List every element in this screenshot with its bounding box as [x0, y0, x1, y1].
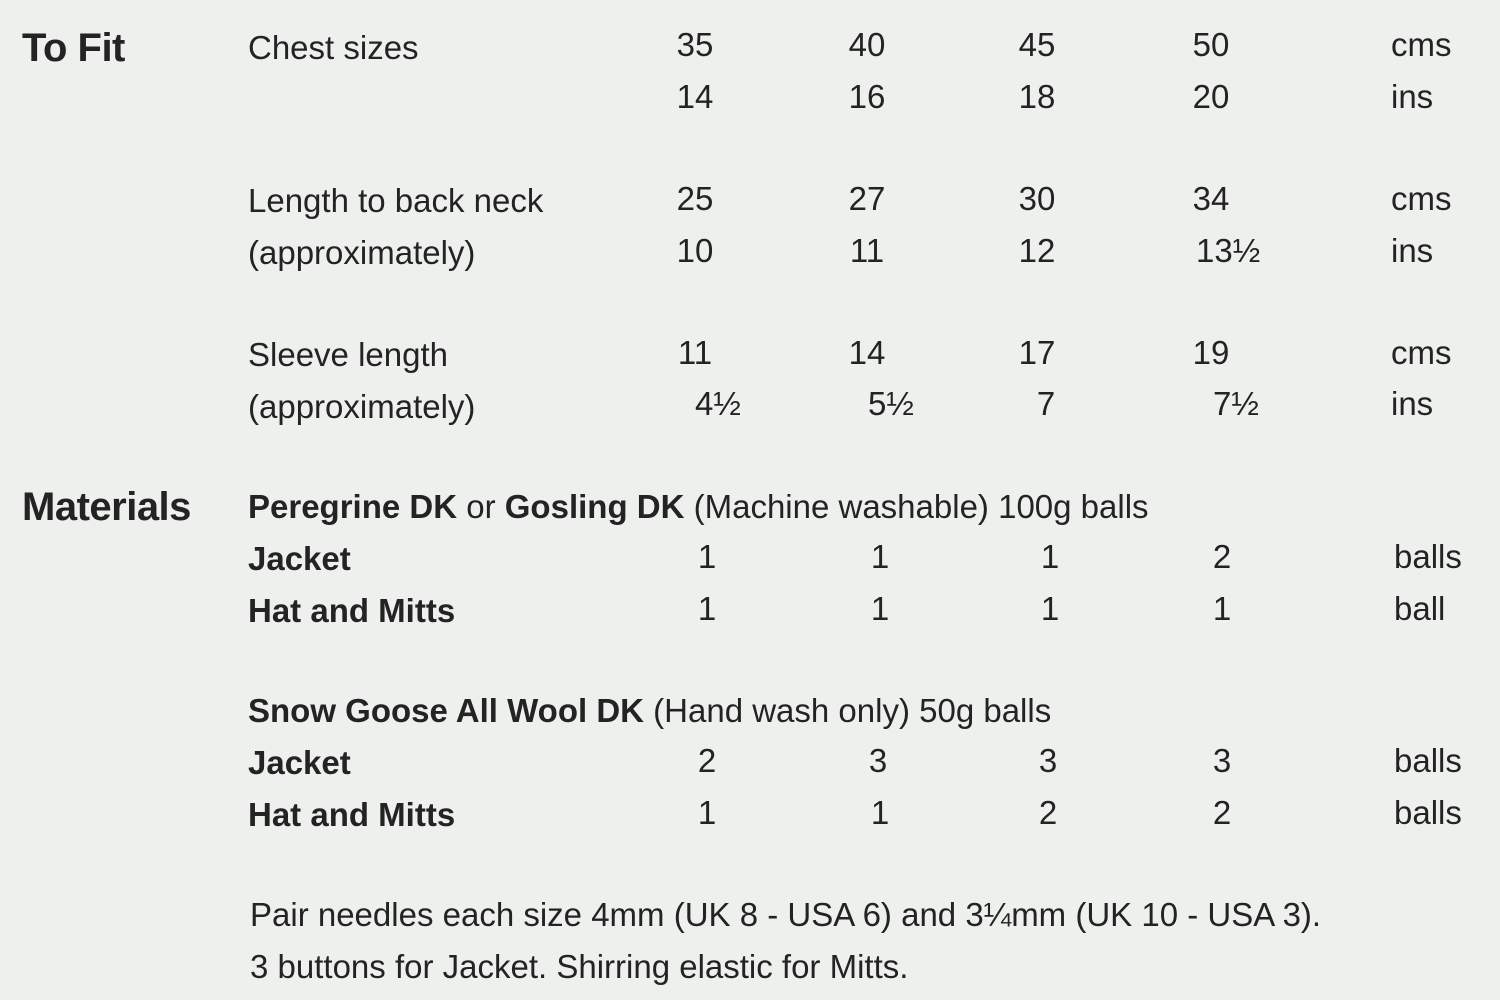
yarn1-jacket-unit: balls	[1394, 538, 1462, 575]
yarn1-hat-label: Hat and Mitts	[248, 592, 456, 629]
yarn1-or: or	[466, 488, 496, 525]
needles-text: Pair needles each size 4mm (UK 8 - USA 6) and 3¼mm (UK 10 - USA 3).	[250, 896, 1322, 933]
chest-ins-2: 16	[848, 78, 886, 115]
length-cms-1: 25	[676, 180, 714, 217]
length-approx-label: (approximately)	[248, 234, 476, 271]
yarn1-name1: Peregrine DK	[248, 488, 458, 525]
chest-cms-1: 35	[676, 26, 714, 63]
yarn1-jacket-1: 1	[697, 538, 717, 575]
materials-heading: Materials	[22, 485, 191, 529]
yarn1-name2: Gosling DK	[504, 488, 685, 525]
yarn2-jacket-unit: balls	[1394, 742, 1462, 779]
yarn2-hat-3: 2	[1038, 794, 1058, 831]
length-cms-3: 30	[1018, 180, 1056, 217]
chest-ins-1: 14	[676, 78, 714, 115]
sleeve-cms-4: 19	[1192, 334, 1230, 371]
yarn2-jacket-3: 3	[1038, 742, 1058, 779]
yarn2-jacket-label: Jacket	[248, 744, 351, 781]
sleeve-ins-2: 5½	[868, 385, 914, 422]
yarn2-line	[248, 694, 1051, 727]
length-cms-unit: cms	[1391, 180, 1452, 217]
length-cms-2: 27	[848, 180, 886, 217]
length-cms-4: 34	[1192, 180, 1230, 217]
yarn2-hat-label: Hat and Mitts	[248, 796, 456, 833]
yarn1-hat-3: 1	[1040, 590, 1060, 627]
yarn1-line	[248, 490, 1149, 523]
chest-cms-unit: cms	[1391, 26, 1452, 63]
sleeve-ins-3: 7	[1036, 385, 1056, 422]
yarn2-hat-2: 1	[870, 794, 890, 831]
yarn2-name: Snow Goose All Wool DK	[248, 692, 644, 729]
sleeve-cms-3: 17	[1018, 334, 1056, 371]
yarn1-jacket-label: Jacket	[248, 540, 351, 577]
length-ins-4: 13½	[1196, 232, 1261, 269]
buttons-text: 3 buttons for Jacket. Shirring elastic for Mitts.	[250, 948, 909, 985]
sleeve-ins-1: 4½	[695, 385, 741, 422]
sleeve-ins-4: 7½	[1213, 385, 1259, 422]
chest-cms-3: 45	[1018, 26, 1056, 63]
yarn1-hat-1: 1	[697, 590, 717, 627]
yarn1-hat-2: 1	[870, 590, 890, 627]
yarn2-hat-4: 2	[1212, 794, 1232, 831]
chest-sizes-label: Chest sizes	[248, 29, 419, 66]
sleeve-approx-label: (approximately)	[248, 388, 476, 425]
chest-cms-4: 50	[1192, 26, 1230, 63]
yarn2-desc: (Hand wash only) 50g balls	[653, 692, 1052, 729]
length-label: Length to back neck	[248, 182, 544, 219]
yarn1-jacket-2: 1	[870, 538, 890, 575]
to-fit-heading: To Fit	[22, 26, 125, 70]
yarn2-jacket-1: 2	[697, 742, 717, 779]
length-ins-2: 11	[849, 232, 885, 269]
sleeve-cms-1: 11	[677, 334, 713, 371]
chest-ins-unit: ins	[1391, 78, 1434, 115]
length-ins-3: 12	[1018, 232, 1056, 269]
yarn1-hat-unit: ball	[1394, 590, 1446, 627]
chest-ins-4: 20	[1192, 78, 1230, 115]
yarn1-jacket-4: 2	[1212, 538, 1232, 575]
sleeve-cms-unit: cms	[1391, 334, 1452, 371]
yarn2-hat-unit: balls	[1394, 794, 1462, 831]
yarn1-jacket-3: 1	[1040, 538, 1060, 575]
yarn1-hat-4: 1	[1212, 590, 1232, 627]
chest-ins-3: 18	[1018, 78, 1056, 115]
yarn2-hat-1: 1	[697, 794, 717, 831]
sleeve-label: Sleeve length	[248, 336, 448, 373]
length-ins-1: 10	[676, 232, 714, 269]
sleeve-ins-unit: ins	[1391, 385, 1434, 422]
chest-cms-2: 40	[848, 26, 886, 63]
length-ins-unit: ins	[1391, 232, 1434, 269]
yarn2-jacket-2: 3	[868, 742, 888, 779]
sleeve-cms-2: 14	[848, 334, 886, 371]
yarn2-jacket-4: 3	[1212, 742, 1232, 779]
yarn1-desc: (Machine washable) 100g balls	[693, 488, 1149, 525]
